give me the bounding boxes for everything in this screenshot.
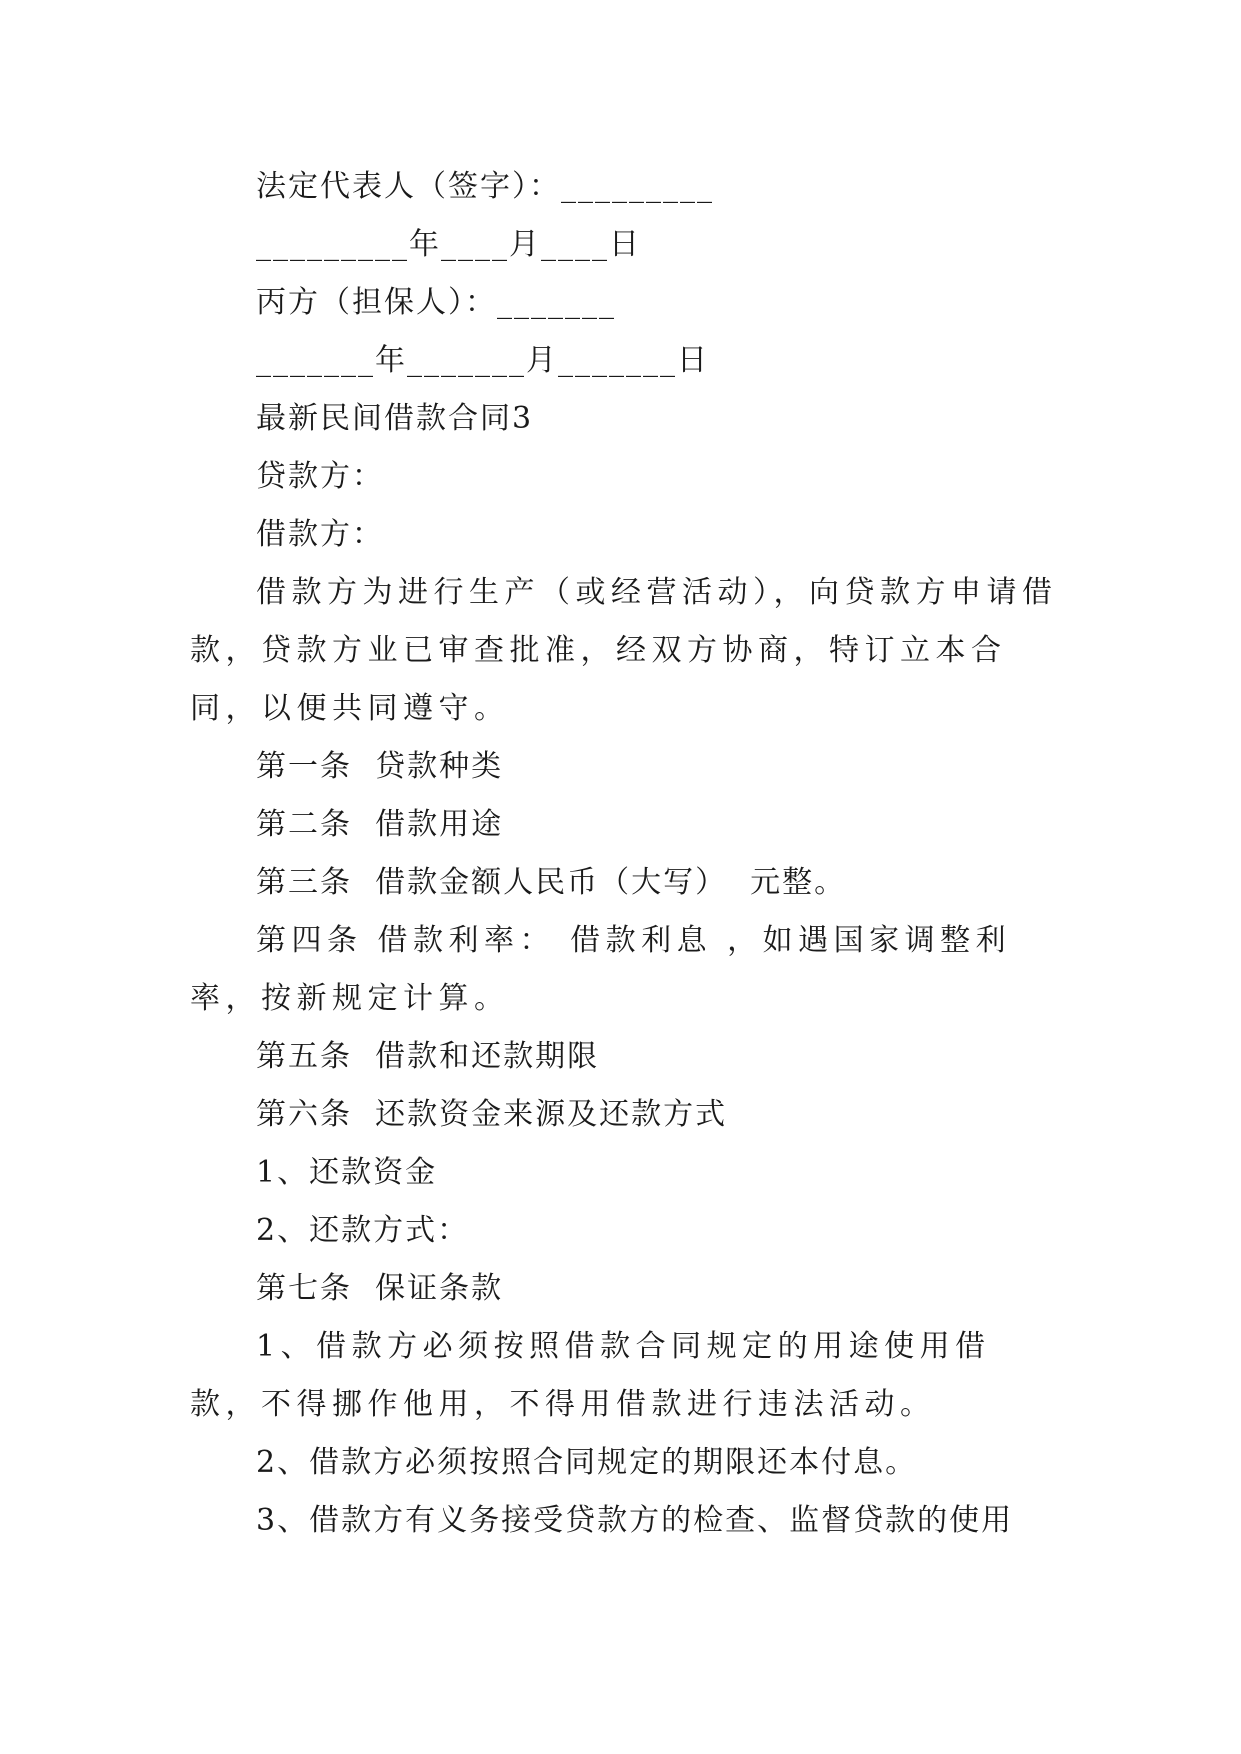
article-5: 第五条 借款和还款期限	[256, 1039, 600, 1074]
article-2: 第二条 借款用途	[256, 807, 504, 842]
article-7-item-3: 3、借款方有义务接受贷款方的检查、监督贷款的使用	[256, 1503, 1014, 1538]
contract-title: 最新民间借款合同3	[256, 401, 534, 436]
article-3: 第三条 借款金额人民币（大写） 元整。	[256, 865, 847, 900]
lender-line: 贷款方：	[256, 459, 384, 494]
article-7-item-2: 2、借款方必须按照合同规定的期限还本付息。	[256, 1445, 918, 1480]
article-6-item-1: 1、还款资金	[256, 1155, 438, 1190]
article-7: 第七条 保证条款	[256, 1271, 504, 1306]
date-line-2: _______年_______月_______日	[256, 343, 709, 378]
document-body	[190, 158, 1060, 1550]
borrower-line: 借款方：	[256, 517, 384, 552]
article-6-item-2: 2、还款方式：	[256, 1213, 470, 1248]
legal-representative-signature-line: 法定代表人（签字）：_________	[256, 169, 714, 204]
article-7-item-1: 1、借款方必须按照借款合同规定的用途使用借款，不得挪作他用，不得用借款进行违法活动。	[190, 1329, 991, 1422]
intro-paragraph: 借款方为进行生产（或经营活动），向贷款方申请借款，贷款方业已审查批准，经双方协商，特订立本合同，以便共同遵守。	[190, 575, 1058, 726]
guarantor-line: 丙方（担保人）：_______	[256, 285, 616, 320]
article-1: 第一条 贷款种类	[256, 749, 504, 784]
date-line-1: _________年____月____日	[256, 227, 641, 262]
article-4: 第四条 借款利率： 借款利息 ，如遇国家调整利率，按新规定计算。	[190, 923, 1012, 1016]
article-6: 第六条 还款资金来源及还款方式	[256, 1097, 728, 1132]
